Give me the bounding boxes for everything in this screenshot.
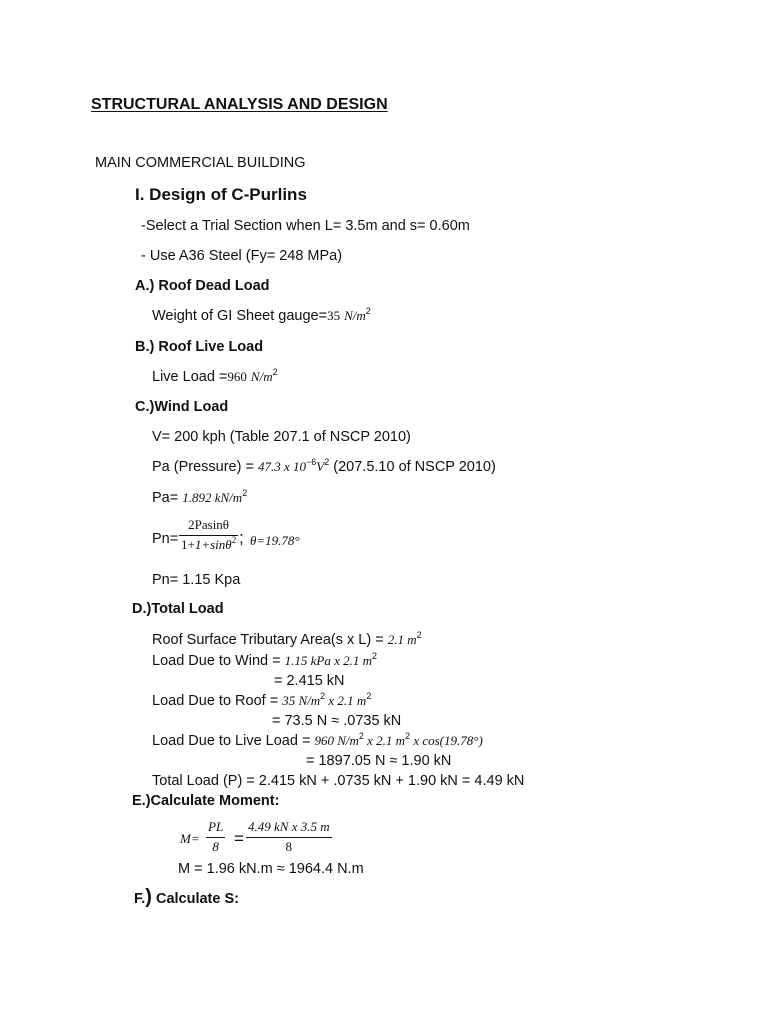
- roof-formula-a-exp: 2: [320, 691, 326, 701]
- s-heading-prefix: F.: [134, 891, 146, 907]
- section-modulus-heading: [134, 885, 239, 909]
- roof-load-line: [152, 693, 371, 710]
- theta-value: θ=19.78°: [250, 533, 300, 548]
- moment-frac1-bar: [206, 837, 225, 838]
- pa-value: 1.892 kN/m: [182, 490, 243, 505]
- wind-formula: 1.15 kPa x 2.1 m: [284, 653, 372, 668]
- dead-load-exp: 2: [365, 306, 371, 316]
- wind-exp: 2: [371, 651, 377, 661]
- live-load-heading: B.) Roof Live Load: [135, 339, 264, 355]
- wind-load-line: [152, 653, 377, 670]
- dead-load-heading: A.) Roof Dead Load: [135, 278, 270, 294]
- live-formula-c: x cos(19.78°): [410, 733, 483, 748]
- live-result: = 1897.05 N ≈ 1.90 kN: [306, 753, 452, 769]
- pn-den-exp: 2: [231, 534, 237, 545]
- pn-denominator-wrap: 1+1+sinθ$^2$: [181, 534, 237, 552]
- roof-result: = 73.5 N ≈ .0735 kN: [272, 713, 402, 729]
- s-heading-text: Calculate S:: [151, 891, 239, 907]
- wind-speed-text: V= 200 kph (Table 207.1 of NSCP 2010): [152, 429, 411, 445]
- section-title: I. Design of C-Purlins: [135, 185, 307, 204]
- live-load-unit: N/m: [250, 369, 273, 384]
- moment-m-label: M=: [180, 831, 200, 846]
- live-load-exp: 2: [272, 367, 278, 377]
- moment-frac1-den: 8: [212, 838, 219, 854]
- dead-load-label: Weight of GI Sheet gauge=: [152, 308, 328, 324]
- area-line: [152, 632, 422, 649]
- area-label: Roof Surface Tributary Area(s x L) =: [152, 632, 388, 648]
- pn-numerator: 2Pasinθ: [188, 517, 230, 532]
- pn-fraction: [179, 518, 238, 553]
- pn-label: Pn=: [152, 531, 179, 547]
- moment-result: M = 1.96 kN.m ≈ 1964.4 N.m: [178, 861, 364, 877]
- pa-label: Pa=: [152, 490, 183, 506]
- pressure-exp: −6: [306, 457, 317, 467]
- building-subtitle: [95, 155, 306, 172]
- pn-result: Pn= 1.15 Kpa: [152, 572, 241, 588]
- moment-frac1-num: PL: [208, 819, 224, 834]
- pressure-label: Pa (Pressure) =: [152, 459, 258, 475]
- dead-load-num: 35: [327, 308, 341, 323]
- roof-formula-b-exp: 2: [366, 691, 372, 701]
- wind-label: Load Due to Wind =: [152, 653, 285, 669]
- wind-result: = 2.415 kN: [274, 673, 345, 689]
- page-title: STRUCTURAL ANALYSIS AND DESIGN: [91, 96, 388, 113]
- live-load-label: Live Load =: [152, 369, 228, 385]
- building-subtitle-text: MAIN COMMERCIAL BUILDING: [95, 155, 306, 171]
- pressure-var-exp: 2: [324, 457, 330, 467]
- total-load-heading: D.)Total Load: [132, 601, 224, 617]
- total-load-result: Total Load (P) = 2.415 kN + .0735 kN + 1.90 kN = 4.49 kN: [152, 773, 525, 789]
- live-formula-a: 960 N/m: [314, 733, 359, 748]
- roof-label: Load Due to Roof =: [152, 693, 283, 709]
- steel-text: - Use A36 Steel (Fy= 248 MPa): [141, 248, 343, 264]
- pn-separator: ;: [239, 528, 244, 547]
- wind-load-heading: C.)Wind Load: [135, 399, 229, 415]
- live-formula-b: x 2.1 m: [363, 733, 406, 748]
- dead-load-unit: N/m: [344, 308, 366, 323]
- roof-formula-a: 35 N/m: [282, 693, 321, 708]
- pn-denominator: 1+sinθ: [194, 536, 232, 552]
- pn-fraction-bar: [179, 535, 238, 536]
- dead-load-line: [152, 308, 371, 325]
- pressure-formula: 47.3 x 10: [257, 459, 306, 474]
- pressure-ref: (207.5.10 of NSCP 2010): [329, 459, 496, 475]
- pressure-line: [152, 459, 496, 476]
- moment-fraction-1: [206, 820, 225, 855]
- moment-frac2-bar: [246, 837, 332, 838]
- moment-heading: E.)Calculate Moment:: [132, 793, 280, 809]
- area-exp: 2: [416, 630, 422, 640]
- live-formula-b-exp: 2: [405, 731, 411, 741]
- trial-section-text: -Select a Trial Section when L= 3.5m and s= 0.60m: [141, 218, 470, 234]
- live-total-label: Load Due to Live Load =: [152, 733, 315, 749]
- pa-line: [152, 490, 247, 507]
- pa-exp: 2: [242, 488, 248, 498]
- pressure-var: V: [316, 459, 325, 474]
- moment-equals: =: [234, 829, 244, 848]
- live-formula-a-exp: 2: [358, 731, 364, 741]
- roof-formula-b: x 2.1 m: [325, 693, 367, 708]
- s-heading-paren: ): [145, 886, 152, 908]
- live-load-line: [152, 369, 278, 386]
- live-load-num: 960: [227, 369, 247, 384]
- live-load-total-line: [152, 733, 483, 750]
- area-value: 2.1 m: [387, 632, 417, 647]
- moment-fraction-2: [246, 820, 332, 855]
- moment-frac2-den: 8: [285, 838, 293, 854]
- moment-frac2-num: 4.49 kN x 3.5 m: [248, 819, 330, 834]
